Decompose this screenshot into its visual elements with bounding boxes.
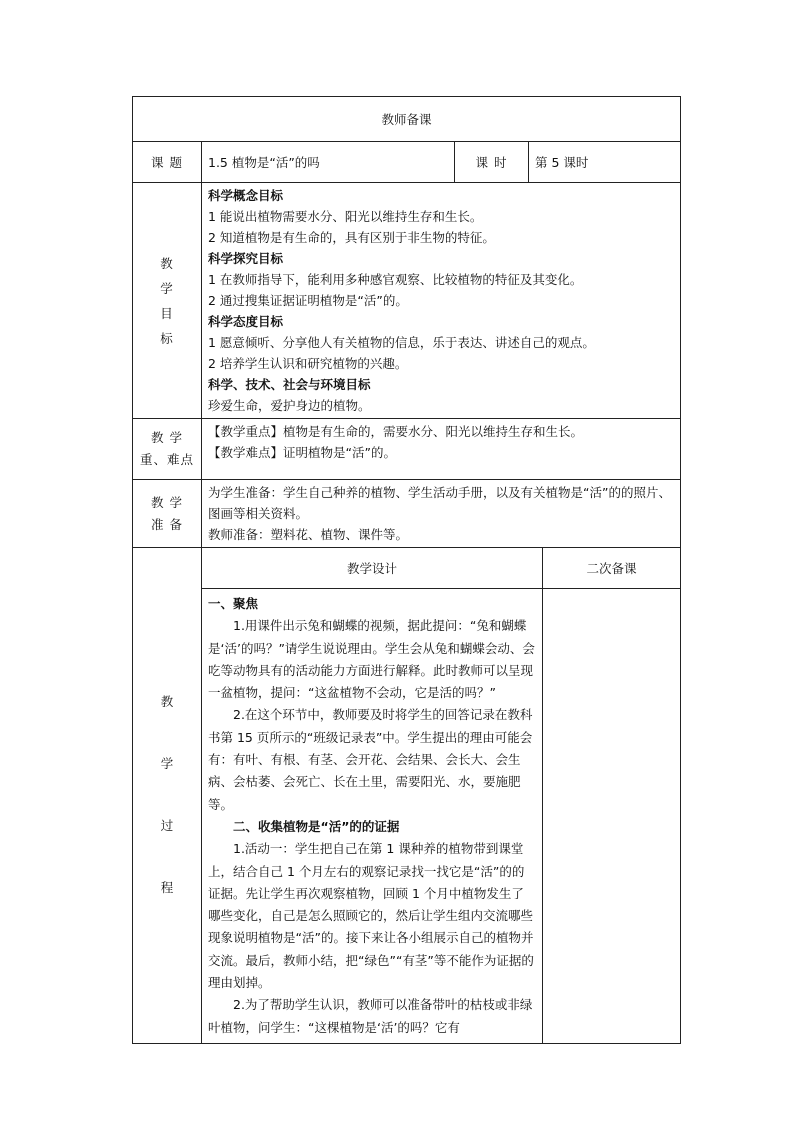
student-preparation: 为学生准备：学生自己种养的植物、学生活动手册，以及有关植物是“活”的的照片、图画等相关资料。 xyxy=(208,485,671,521)
objective-line: 2 知道植物是有生命的，具有区别于非生物的特征。 xyxy=(208,230,495,245)
topic-row xyxy=(133,142,681,183)
preparation-row xyxy=(133,480,681,548)
objective-line: 2 培养学生认识和研究植物的兴趣。 xyxy=(208,356,408,371)
design-paragraph: 2.在这个环节中，教师要及时将学生的回答记录在教科书第 15 页所示的“班级记录表”中。学生提出的理由可能会有：有叶、有根、有茎、会开花、会结果、会长大、会生病、会枯萎、会死亡、长在土里，需要阳光、水，要施肥等。 xyxy=(208,707,533,812)
design-paragraph: 2.为了帮助学生认识，教师可以准备带叶的枯枝或非绿叶植物，问学生：“这棵植物是‘活’的吗？它有 xyxy=(208,997,533,1035)
difficult-point-line: 【教学难点】证明植物是“活”的。 xyxy=(208,445,396,460)
objective-heading: 科学、技术、社会与环境目标 xyxy=(208,377,371,392)
objective-line: 1 能说出植物需要水分、阳光以维持生存和生长。 xyxy=(208,209,483,224)
teacher-preparation: 教师准备：塑料花、植物、课件等。 xyxy=(208,527,409,542)
lesson-plan-table xyxy=(132,96,681,1044)
design-paragraph: 1.活动一：学生把自己在第 1 课种养的植物带到课堂上，结合自己 1 个月左右的观察记录找一找它是“活”的的证据。先让学生再次观察植物，回顾 1 个月中植物发生了哪些变化，自己是怎么照顾它的，然后让学生组内交流哪些现象说明植物是“活”的。接下来让各小组展示自己的植物并交流。最后，教师小结，把“绿色”“有茎”等不能作为证据的理由划掉。 xyxy=(208,841,534,991)
key-points-content xyxy=(202,419,681,480)
objectives-content xyxy=(202,183,681,419)
process-body-row xyxy=(133,589,681,1044)
objective-line: 1 在教师指导下，能利用多种感官观察、比较植物的特征及其变化。 xyxy=(208,272,583,287)
second-prep-column-header: 二次备课 xyxy=(543,548,681,589)
key-points-label: 教 学 重、难点 xyxy=(133,419,202,480)
design-content xyxy=(202,589,543,1044)
second-prep-content xyxy=(543,589,681,1044)
table-title: 教师备课 xyxy=(133,97,681,142)
topic-label: 课 题 xyxy=(133,142,202,183)
section-heading: 二、收集植物是“活”的的证据 xyxy=(233,818,400,834)
key-points-row xyxy=(133,419,681,480)
preparation-label: 教 学 准 备 xyxy=(133,480,202,548)
objective-line: 2 通过搜集证据证明植物是“活”的。 xyxy=(208,293,408,308)
objective-line: 1 愿意倾听、分享他人有关植物的信息，乐于表达、讲述自己的观点。 xyxy=(208,335,595,350)
period-label: 课 时 xyxy=(455,142,529,183)
preparation-content xyxy=(202,480,681,548)
objective-heading: 科学态度目标 xyxy=(208,314,284,329)
design-column-header: 教学设计 xyxy=(202,548,543,589)
process-label: 教 学 过 程 xyxy=(133,548,202,1044)
design-paragraph: 1.用课件出示兔和蝴蝶的视频，据此提问：“兔和蝴蝶是‘活’的吗？”请学生说说理由。学生会从兔和蝴蝶会动、会吃等动物具有的活动能力方面进行解释。此时教师可以呈现一盆植物，提问：“这盆植物不会动，它是活的吗？” xyxy=(208,618,535,701)
key-point-line: 【教学重点】植物是有生命的，需要水分、阳光以维持生存和生长。 xyxy=(208,424,584,439)
objective-heading: 科学探究目标 xyxy=(208,251,284,266)
objective-heading: 科学概念目标 xyxy=(208,188,284,203)
objective-line: 珍爱生命，爱护身边的植物。 xyxy=(208,398,371,413)
objectives-row xyxy=(133,183,681,419)
section-heading: 一、聚焦 xyxy=(208,596,259,611)
process-header-row xyxy=(133,548,681,589)
period-value: 第 5 课时 xyxy=(529,142,681,183)
objectives-label: 教 学 目 标 xyxy=(133,183,202,419)
topic-value: 1.5 植物是“活”的吗 xyxy=(202,142,455,183)
